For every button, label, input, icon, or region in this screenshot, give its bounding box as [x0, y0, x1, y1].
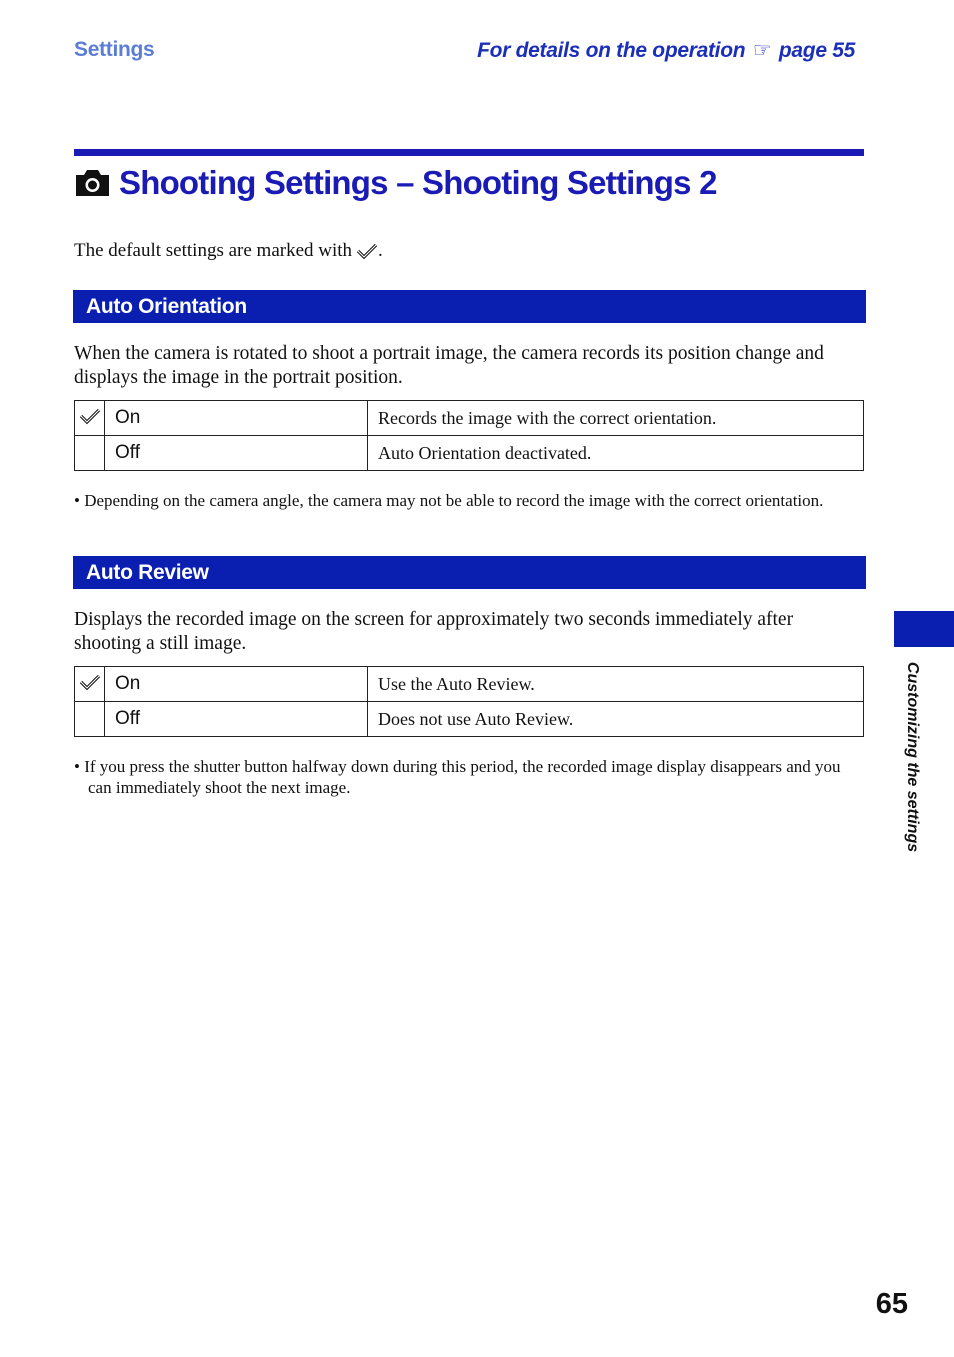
section-heading-auto-orientation: Auto Orientation: [73, 290, 866, 323]
table-row: [75, 702, 864, 737]
title-rule: [74, 149, 864, 156]
default-marker-note: [74, 240, 383, 262]
page-number: 65: [875, 1288, 908, 1320]
checkmark-icon: [356, 242, 378, 260]
option-name: Off: [105, 702, 368, 737]
empty-check-cell: [75, 436, 105, 471]
option-name: On: [105, 401, 368, 436]
note-auto-review: [74, 756, 864, 798]
checkmark-icon: [79, 673, 101, 691]
chapter-tab-label-text: Customizing the settings: [904, 661, 921, 853]
note-auto-orientation: [74, 490, 864, 511]
bullet: •: [74, 491, 80, 510]
default-marker-text: The default settings are marked with: [74, 240, 353, 261]
running-header-section: Settings: [74, 38, 155, 61]
table-row: [75, 436, 864, 471]
option-description: Auto Orientation deactivated.: [368, 436, 864, 471]
chapter-tab[interactable]: [894, 611, 954, 647]
options-table-auto-review: [74, 666, 864, 737]
cross-reference-text: For details on the operation: [477, 39, 746, 62]
option-description: Use the Auto Review.: [368, 667, 864, 702]
table-row: [75, 401, 864, 436]
note-text: If you press the shutter button halfway down during this period, the recorded image display disappears and you can immediately shoot the next image.: [84, 757, 841, 797]
default-check-cell: [75, 401, 105, 436]
option-name: On: [105, 667, 368, 702]
camera-icon: [74, 168, 111, 198]
section-heading-auto-review: Auto Review: [73, 556, 866, 589]
default-marker-suffix: .: [378, 240, 383, 261]
note-text: Depending on the camera angle, the camera may not be able to record the image with the correct orientation.: [84, 491, 824, 510]
table-row: [75, 667, 864, 702]
default-check-cell: [75, 667, 105, 702]
option-name: Off: [105, 436, 368, 471]
empty-check-cell: [75, 702, 105, 737]
checkmark-icon: [79, 407, 101, 425]
cross-reference[interactable]: [477, 38, 855, 63]
pointing-hand-icon: ☞: [752, 39, 772, 62]
page-title: [74, 163, 717, 203]
section-description-auto-orientation: When the camera is rotated to shoot a portrait image, the camera records its position change and displays the image in the portrait position.: [74, 343, 824, 388]
cross-reference-page: page 55: [778, 39, 855, 62]
option-description: Does not use Auto Review.: [368, 702, 864, 737]
section-description-auto-review: Displays the recorded image on the screen for approximately two seconds immediately after shooting a still image.: [74, 609, 794, 654]
option-description: Records the image with the correct orientation.: [368, 401, 864, 436]
page-title-text: Shooting Settings – Shooting Settings 2: [119, 164, 717, 201]
bullet: •: [74, 757, 80, 776]
options-table-auto-orientation: [74, 400, 864, 471]
